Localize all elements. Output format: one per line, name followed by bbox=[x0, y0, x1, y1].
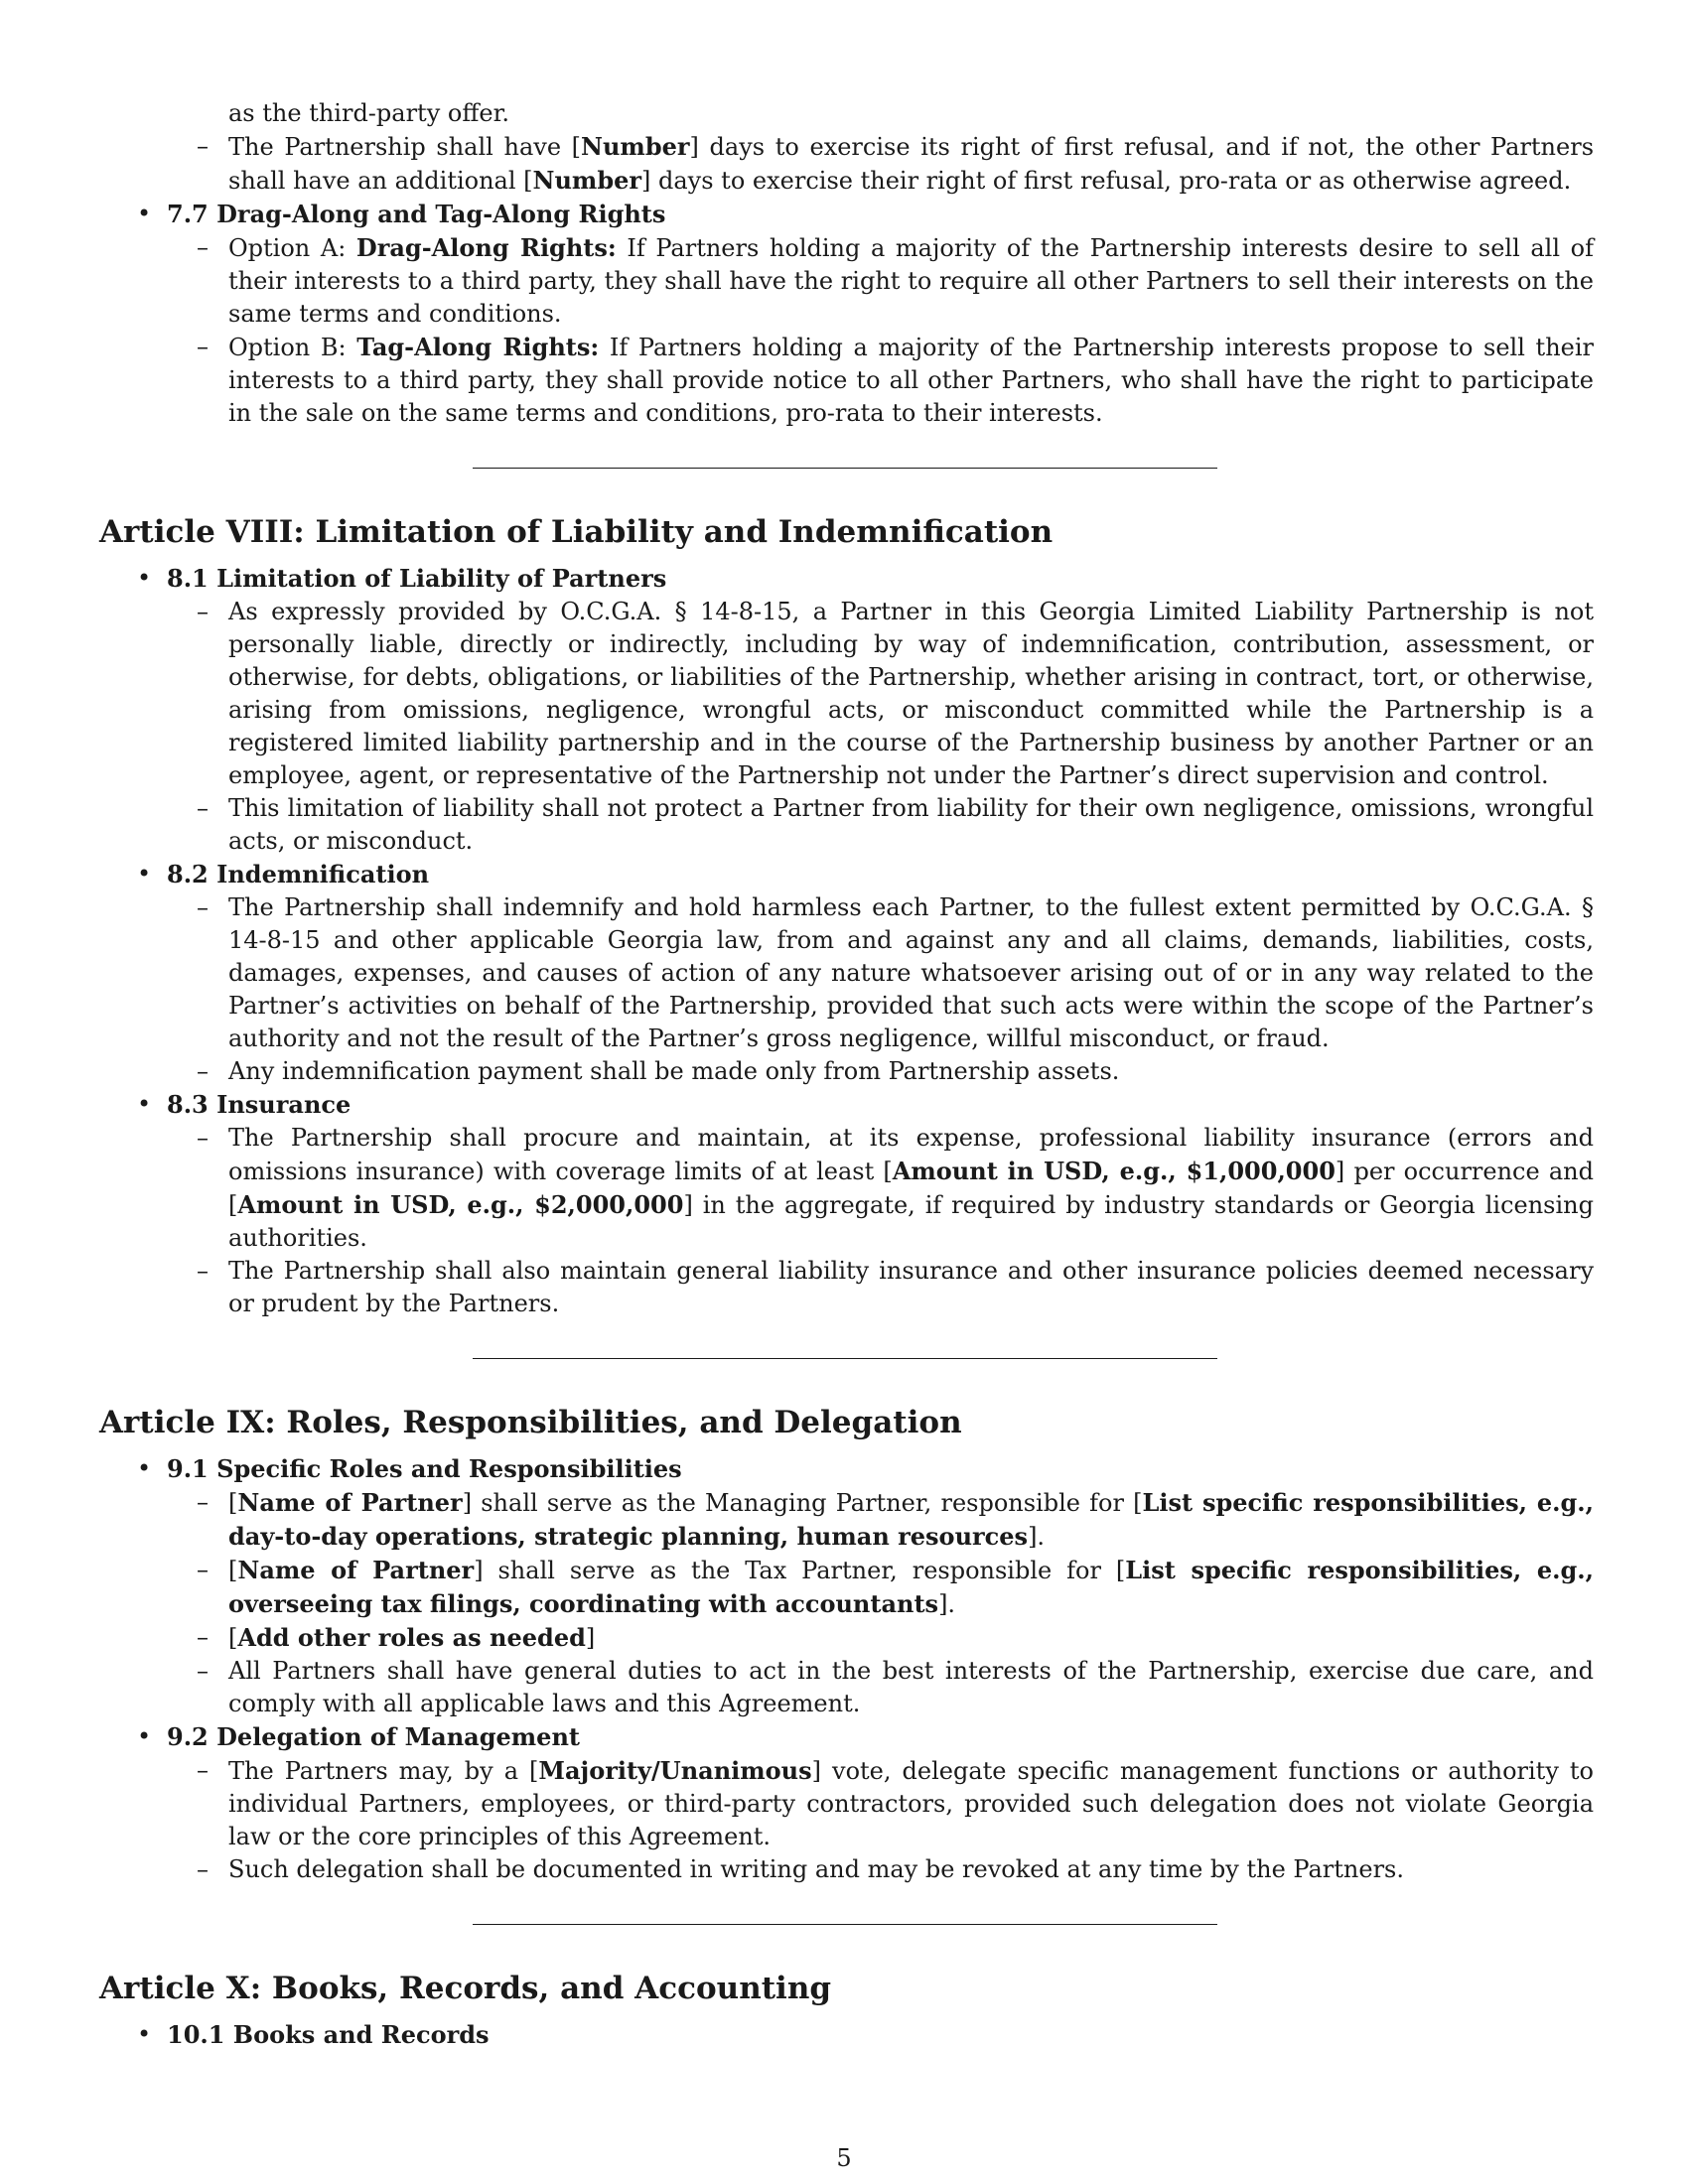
continued-text: as the third-party offer. bbox=[228, 99, 510, 127]
dash-bullet: – bbox=[197, 1657, 209, 1685]
list-item: – Such delegation shall be documented in writing and may be revoked at any time by the Partners. bbox=[167, 1853, 1594, 1886]
list-item: – All Partners shall have general duties to act in the best interests of the Partnership, exercise due care, and comply with all applicable laws and this Agreement. bbox=[197, 1657, 1594, 1717]
list-item: – Any indemnification payment shall be made only from Partnership assets. bbox=[167, 1055, 1594, 1088]
dash-bullet: – bbox=[197, 1756, 209, 1784]
dash-bullet: – bbox=[197, 1556, 209, 1583]
section-divider bbox=[473, 468, 1217, 469]
dash-bullet: – bbox=[197, 1057, 209, 1085]
list-item: – Option A: Drag-Along Rights: If Partners holding a majority of the Partnership interests desire to sell all of their interests to a third party, they shall have the right to require all other Partners to sell their interests on the same terms and conditions. bbox=[197, 233, 1594, 328]
dash-bullet: – bbox=[197, 1124, 209, 1152]
list-item: – The Partners may, by a [Majority/Unanimous] vote, delegate specific management functions or authority to individual Partners, employees, or third-party contractors, provided such delegation does not violate Georgia law or the core principles of this Agreement. bbox=[197, 1756, 1594, 1850]
bullet: • bbox=[137, 1454, 152, 1482]
section-9-1 bbox=[99, 1452, 1594, 1720]
section-divider bbox=[473, 1358, 1217, 1359]
section-7-7 bbox=[99, 198, 1594, 430]
bullet: • bbox=[137, 564, 152, 592]
section-8-2 bbox=[99, 858, 1594, 1088]
bullet: • bbox=[137, 200, 152, 227]
page-number: 5 bbox=[836, 2144, 852, 2172]
list-item: – The Partnership shall procure and maintain, at its expense, professional liability insurance (errors and omissions insurance) with coverage limits of at least [Amount in USD, e.g., $1,000,000] per occurrence and [Amount in USD, e.g., $2,000,000] in the aggregate, if required by industry standards or Georgia licensing authorities. bbox=[197, 1124, 1594, 1252]
bullet: • bbox=[137, 860, 152, 887]
dash-bullet: – bbox=[197, 333, 209, 360]
article-9-list bbox=[99, 1452, 1594, 1886]
section-title: 10.1 Books and Records bbox=[167, 2020, 490, 2049]
bullet: • bbox=[137, 1722, 152, 1750]
dash-bullet: – bbox=[197, 1855, 209, 1883]
article-10-list bbox=[99, 2018, 1594, 2052]
section-7-7-list bbox=[99, 198, 1594, 430]
dash-bullet: – bbox=[197, 1257, 209, 1285]
list-item: – The Partnership shall indemnify and hold harmless each Partner, to the fullest extent permitted by O.C.G.A. § 14-8-15 and other applicable Georgia law, from and against any and all claims, demands, liabilities, costs, damages, expenses, and causes of action of any nature whatsoever arising out of or in any way related to the Partner’s activities on behalf of the Partnership, provided that such acts were within the scope of the Partner’s authority and not the result of the Partner’s gross negligence, willful misconduct, or fraud. bbox=[197, 893, 1594, 1052]
list-item: – [Add other roles as needed] bbox=[197, 1623, 596, 1652]
bullet: • bbox=[137, 2020, 152, 2048]
dash-bullet: – bbox=[197, 132, 209, 160]
section-divider bbox=[473, 1924, 1217, 1925]
section-8-3 bbox=[99, 1088, 1594, 1320]
list-item: – The Partnership shall also maintain general liability insurance and other insurance policies deemed necessary or prudent by the Partners. bbox=[197, 1257, 1594, 1317]
dash-bullet: – bbox=[197, 1488, 209, 1516]
list-item: – Option B: Tag-Along Rights: If Partners holding a majority of the Partnership interests propose to sell their interests to a third party, they shall provide notice to all other Partners, who shall have the right to participate in the sale on the same terms and conditions, pro-rata to their interests. bbox=[197, 333, 1595, 427]
list-item: – [Name of Partner] shall serve as the Tax Partner, responsible for [List specific responsibilities, e.g., overseeing tax filings, coordinating with accountants]. bbox=[197, 1556, 1594, 1618]
dash-bullet: – bbox=[197, 598, 209, 625]
list-item: – The Partnership shall have [Number] days to exercise its right of first refusal, and if not, the other Partners shall have an additional [Number] days to exercise their right of first refusal, pro-rata or as otherwise agreed. bbox=[197, 132, 1595, 195]
section-9-2 bbox=[99, 1720, 1594, 1886]
dash-bullet: – bbox=[197, 893, 209, 921]
section-10-1 bbox=[99, 2018, 1594, 2052]
section-title: 9.1 Specific Roles and Responsibilities bbox=[167, 1454, 682, 1483]
dash-bullet: – bbox=[197, 794, 209, 822]
article-10-heading: Article X: Books, Records, and Accounting bbox=[99, 1971, 832, 2006]
document-body bbox=[99, 97, 1594, 2052]
section-title: 7.7 Drag-Along and Tag-Along Rights bbox=[167, 200, 666, 228]
article-8-heading: Article VIII: Limitation of Liability and Indemnification bbox=[99, 514, 1054, 550]
dash-bullet: – bbox=[197, 1623, 209, 1651]
bullet: • bbox=[137, 1090, 152, 1118]
section-title: 8.3 Insurance bbox=[167, 1090, 352, 1119]
list-item: – This limitation of liability shall not protect a Partner from liability for their own negligence, omissions, wrongful acts, or misconduct. bbox=[197, 794, 1594, 855]
section-title: 8.1 Limitation of Liability of Partners bbox=[167, 564, 667, 593]
section-8-1 bbox=[99, 562, 1594, 858]
section-title: 9.2 Delegation of Management bbox=[167, 1722, 580, 1751]
list-item: – As expressly provided by O.C.G.A. § 14-8-15, a Partner in this Georgia Limited Liability Partnership is not personally liable, directly or indirectly, including by way of indemnification, contribution, assessment, or otherwise, for debts, obligations, or liabilities of the Partnership, whether arising in contract, tort, or otherwise, arising from omissions, negligence, wrongful acts, or misconduct committed while the Partnership is a registered limited liability partnership and in the course of the Partnership business by another Partner or an employee, agent, or representative of the Partnership not under the Partner’s direct supervision and control. bbox=[197, 598, 1594, 789]
list-item: – [Name of Partner] shall serve as the Managing Partner, responsible for [List specific responsibilities, e.g., day-to-day operations, strategic planning, human resources]. bbox=[197, 1488, 1594, 1551]
article-9-heading: Article IX: Roles, Responsibilities, and Delegation bbox=[99, 1405, 962, 1440]
section-title: 8.2 Indemnification bbox=[167, 860, 430, 888]
continued-sublist bbox=[167, 130, 1594, 198]
article-8-list bbox=[99, 562, 1594, 1320]
dash-bullet: – bbox=[197, 233, 209, 261]
